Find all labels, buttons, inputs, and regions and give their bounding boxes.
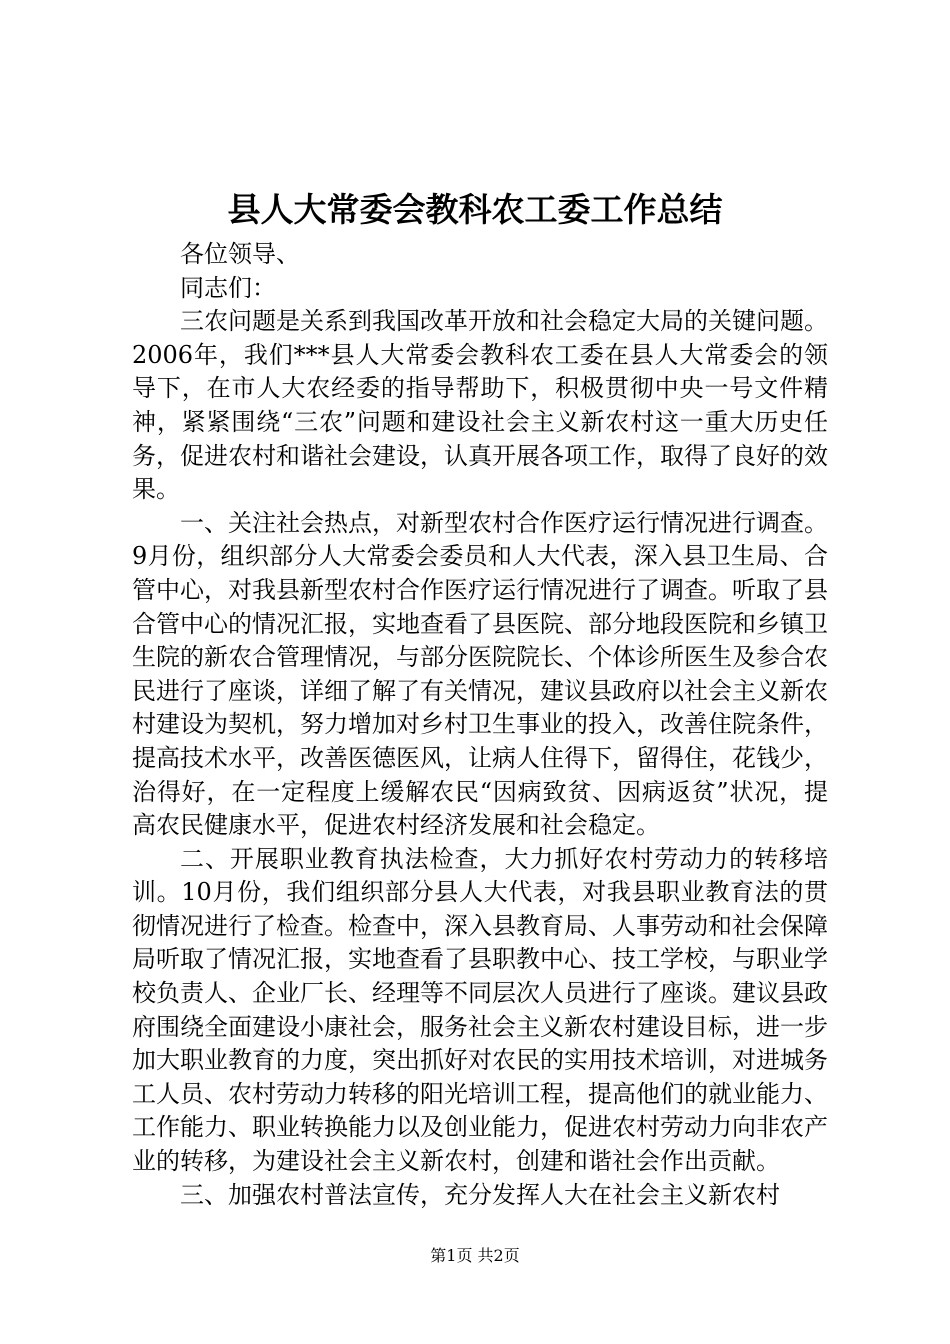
body-paragraph: 一、关注社会热点，对新型农村合作医疗运行情况进行调查。9月份，组织部分人大常委会委员和人大代表，深入县卫生局、合管中心，对我县新型农村合作医疗运行情况进行了调查。听取了县合管中心的情况汇报，实地查看了县医院、部分地段医院和乡镇卫生院的新农合管理情况，与部分医院院长、个体诊所医生及参合农民进行了座谈，详细了解了有关情况，建议县政府以社会主义新农村建设为契机，努力增加对乡村卫生事业的投入，改善住院条件，提高技术水平，改善医德医风，让病人住得下，留得住，花钱少，治得好，在一定程度上缓解农民“因病致贫、因病返贫”状况，提高农民健康水平，促进农村经济发展和社会稳定。 <box>132 508 828 840</box>
page-number-footer: 第1页 共2页 <box>430 1246 520 1265</box>
document-title: 县人大常委会教科农工委工作总结 <box>227 190 723 229</box>
body-paragraph: 三、加强农村普法宣传，充分发挥人大在社会主义新农村 <box>180 1180 780 1209</box>
salutation-line: 同志们： <box>180 273 276 302</box>
body-paragraph: 二、开展职业教育执法检查，大力抓好农村劳动力的转移培训。10月份，我们组织部分县人大代表，对我县职业教育法的贯彻情况进行了检查。检查中，深入县教育局、人事劳动和社会保障局听取了情况汇报，实地查看了县职教中心、技工学校，与职业学校负责人、企业厂长、经理等不同层次人员进行了座谈。建议县政府围绕全面建设小康社会，服务社会主义新农村建设目标，进一步加大职业教育的力度，突出抓好对农民的实用技术培训，对进城务工人员、农村劳动力转移的阳光培训工程，提高他们的就业能力、工作能力、职业转换能力以及创业能力，促进农村劳动力向非农产业的转移，为建设社会主义新农村，创建和谐社会作出贡献。 <box>132 844 828 1176</box>
salutation-line: 各位领导、 <box>180 240 300 268</box>
body-paragraph: 三农问题是关系到我国改革开放和社会稳定大局的关键问题。2006年，我们***县人大常委会教科农工委在县人大常委会的领导下，在市人大农经委的指导帮助下，积极贯彻中央一号文件精神，紧紧围绕“三农”问题和建设社会主义新农村这一重大历史任务，促进农村和谐社会建设，认真开展各项工作，取得了良好的效果。 <box>132 307 828 504</box>
document-body <box>132 238 828 1212</box>
